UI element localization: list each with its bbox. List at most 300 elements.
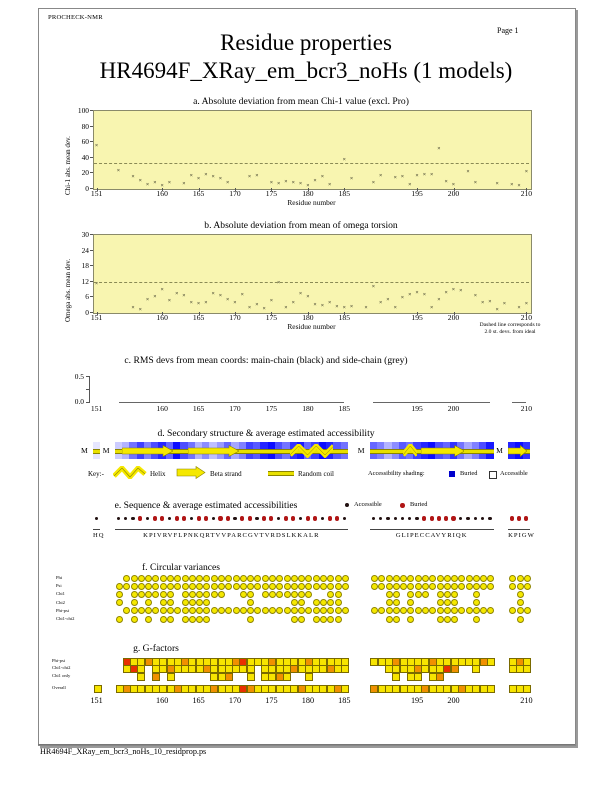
- circular-variance-marker: [123, 583, 130, 590]
- circular-variance-marker: [415, 583, 422, 590]
- g-factor-marker: [487, 685, 495, 693]
- data-point: ×: [160, 287, 164, 294]
- circular-variance-marker: [240, 591, 247, 598]
- g-factor-marker: [341, 665, 349, 673]
- circular-variance-marker: [444, 583, 451, 590]
- x-tick-mark: [199, 188, 200, 191]
- data-point: ×: [510, 181, 514, 188]
- y-tick-label: 0: [85, 184, 89, 193]
- data-point: ×: [517, 304, 521, 311]
- data-point: ×: [269, 179, 273, 186]
- circular-variance-marker: [458, 575, 465, 582]
- x-tick-label: 185: [338, 189, 350, 198]
- circular-variance-marker: [386, 583, 393, 590]
- circular-variance-marker: [524, 575, 531, 582]
- data-point: ×: [335, 304, 339, 311]
- x-tick-label: 160: [156, 313, 168, 322]
- accessible-residue-dot: [386, 517, 389, 520]
- helix-glyph: [290, 444, 334, 458]
- beta-strand-glyph: [421, 445, 465, 457]
- data-point: ×: [371, 180, 375, 187]
- panel-b-xlabel: Residue number: [287, 322, 336, 331]
- data-point: ×: [328, 299, 332, 306]
- x-tick-label: 195: [411, 404, 423, 413]
- data-point: ×: [116, 167, 121, 174]
- sequence-rule: [115, 529, 348, 530]
- g-factor-marker: [152, 673, 160, 681]
- buried-residue-dot: [328, 516, 332, 520]
- circular-variance-marker: [371, 575, 378, 582]
- y-tick-mark: [90, 110, 93, 111]
- buried-residue-dot: [306, 516, 310, 520]
- circular-variance-marker: [400, 575, 407, 582]
- circular-variance-marker: [458, 583, 465, 590]
- data-point: ×: [138, 178, 142, 184]
- program-name: PROCHECK-NMR: [48, 14, 103, 21]
- circular-variance-marker: [335, 607, 342, 614]
- circular-variance-marker: [473, 599, 480, 606]
- data-point: ×: [437, 296, 441, 303]
- circular-variance-marker: [145, 591, 152, 598]
- data-point: ×: [349, 176, 354, 183]
- chain-start-marker-1: M: [102, 446, 110, 455]
- data-point: ×: [451, 181, 456, 188]
- data-point: ×: [306, 182, 310, 189]
- circular-variance-marker: [393, 599, 400, 606]
- circular-variance-marker: [378, 575, 385, 582]
- x-tick-mark: [417, 188, 418, 191]
- data-point: ×: [313, 178, 317, 184]
- circular-variance-marker: [298, 583, 305, 590]
- y-tick-label: 18: [81, 261, 89, 271]
- circular-variance-marker: [407, 583, 414, 590]
- x-tick-label: 210: [520, 696, 533, 705]
- x-tick-label: 185: [338, 313, 350, 322]
- x-tick-label: 195: [410, 696, 424, 705]
- circular-variance-marker: [189, 599, 196, 606]
- x-tick-mark: [97, 312, 98, 315]
- data-point: ×: [298, 181, 303, 188]
- data-point: ×: [284, 305, 288, 312]
- footer-filename: HR4694F_XRay_em_bcr3_noHs_10_residprop.ps: [40, 747, 207, 756]
- data-point: ×: [291, 179, 295, 186]
- circular-variance-marker: [247, 616, 254, 623]
- circular-variance-marker: [429, 583, 436, 590]
- rms-trace-main-chain: [512, 402, 527, 403]
- x-tick-label: 195: [411, 189, 423, 198]
- x-tick-mark: [417, 312, 418, 315]
- data-point: ×: [386, 297, 390, 304]
- x-tick-label: 185: [338, 404, 350, 413]
- circular-variance-marker: [160, 591, 167, 598]
- data-point: ×: [371, 283, 375, 290]
- ss-segment: [93, 442, 100, 459]
- circular-variance-marker: [116, 591, 123, 598]
- data-point: ×: [306, 293, 310, 300]
- buried-residue-dot: [517, 516, 521, 520]
- data-point: ×: [138, 306, 142, 313]
- sequence-block-0: HQ: [93, 532, 105, 539]
- panel-e-legend-buried: Buried: [410, 501, 428, 508]
- circular-variance-marker: [233, 575, 240, 582]
- buried-residue-dot: [444, 516, 448, 520]
- circular-variance-marker: [196, 575, 203, 582]
- circular-variance-marker: [444, 591, 451, 598]
- circular-variance-marker: [517, 583, 524, 590]
- sequence-block-2: GLIPECCAVYRIQK: [395, 532, 468, 539]
- circular-variance-marker: [305, 575, 312, 582]
- panel-g-row-label-0: Phi-psi: [52, 658, 66, 663]
- circular-variance-marker: [298, 575, 305, 582]
- circular-variance-marker: [466, 583, 473, 590]
- circular-variance-marker: [386, 607, 393, 614]
- circular-variance-marker: [393, 583, 400, 590]
- circular-variance-marker: [437, 591, 444, 598]
- circular-variance-marker: [138, 575, 145, 582]
- x-tick-label: 151: [90, 189, 103, 198]
- circular-variance-marker: [211, 575, 218, 582]
- data-point: ×: [488, 298, 492, 305]
- x-tick-label: 175: [265, 696, 278, 705]
- data-point: ×: [240, 292, 244, 299]
- circular-variance-marker: [422, 575, 429, 582]
- circular-variance-marker: [335, 575, 342, 582]
- threshold-dashed-line: [94, 163, 529, 164]
- circular-variance-marker: [480, 575, 487, 582]
- data-point: ×: [167, 179, 172, 186]
- x-tick-mark: [199, 312, 200, 315]
- circular-variance-marker: [131, 591, 138, 598]
- y-tick-label: 24: [81, 245, 89, 255]
- circular-variance-marker: [247, 591, 254, 598]
- buried-residue-dot: [313, 516, 317, 520]
- accessible-residue-dot: [131, 517, 134, 520]
- x-tick-label: 170: [229, 313, 241, 322]
- data-point: ×: [284, 178, 288, 185]
- helix-glyph: [403, 444, 418, 458]
- g-factor-marker: [472, 665, 480, 673]
- data-point: ×: [459, 288, 463, 295]
- circular-variance-marker: [335, 599, 342, 606]
- panel-e-legend-accessible: Accessible: [354, 501, 382, 508]
- data-point: ×: [196, 175, 201, 182]
- x-tick-label: 200: [447, 313, 460, 322]
- buried-residue-dot: [138, 516, 142, 520]
- data-point: ×: [94, 280, 99, 287]
- data-point: ×: [167, 298, 172, 305]
- x-tick-label: 165: [192, 313, 205, 322]
- buried-residue-dot: [430, 516, 434, 520]
- circular-variance-marker: [444, 575, 451, 582]
- random-coil-segment: [93, 449, 100, 454]
- beta-strand-glyph: [122, 445, 173, 457]
- circular-variance-marker: [415, 575, 422, 582]
- circular-variance-marker: [437, 616, 444, 623]
- circular-variance-marker: [160, 575, 167, 582]
- buried-dot-icon: [400, 503, 405, 508]
- data-point: ×: [145, 181, 150, 188]
- circular-variance-marker: [131, 607, 138, 614]
- data-point: ×: [379, 300, 383, 307]
- circular-variance-marker: [335, 616, 342, 623]
- g-factor-marker: [523, 665, 531, 673]
- circular-variance-marker: [313, 575, 320, 582]
- y-tick-mark: [90, 265, 93, 266]
- g-factor-marker: [341, 685, 349, 693]
- page-subtitle: HR4694F_XRay_em_bcr3_noHs (1 models): [99, 58, 513, 83]
- x-tick-label: 160: [156, 189, 168, 198]
- x-tick-label: 175: [265, 189, 278, 198]
- circular-variance-marker: [138, 591, 145, 598]
- circular-variance-marker: [444, 616, 451, 623]
- data-point: ×: [451, 287, 456, 294]
- panel-f-title: f. Circular variances: [141, 562, 221, 573]
- y-tick-label: 60: [81, 137, 89, 147]
- x-tick-mark: [308, 188, 309, 191]
- x-tick-label: 180: [302, 313, 314, 322]
- x-tick-mark: [454, 312, 455, 315]
- sequence-rule: [93, 529, 100, 530]
- buried-residue-dot: [335, 516, 339, 520]
- x-tick-label: 170: [229, 189, 241, 198]
- circular-variance-marker: [437, 575, 444, 582]
- data-point: ×: [160, 182, 164, 189]
- x-tick-label: 210: [520, 313, 533, 322]
- panel-b-ylabel: Omega abs. mean dev.: [64, 258, 72, 322]
- data-point: ×: [430, 171, 434, 178]
- panel-c-ytick-top: 0.5: [74, 372, 84, 381]
- data-point: ×: [313, 301, 317, 308]
- panel-d-key-buried: Buried: [460, 470, 478, 477]
- helix-icon: [113, 466, 147, 479]
- chain-start-marker-3: M: [496, 446, 503, 455]
- data-point: ×: [247, 305, 252, 312]
- data-point: ×: [145, 296, 150, 303]
- circular-variance-marker: [386, 575, 393, 582]
- circular-variance-marker: [203, 575, 210, 582]
- circular-variance-marker: [167, 616, 174, 623]
- circular-variance-marker: [378, 583, 385, 590]
- circular-variance-marker: [174, 575, 181, 582]
- panel-f-row-label-2: Chi1: [56, 591, 65, 597]
- circular-variance-marker: [269, 575, 276, 582]
- circular-variance-marker: [225, 575, 232, 582]
- circular-variance-marker: [327, 583, 334, 590]
- circular-variance-marker: [509, 583, 516, 590]
- data-point: ×: [233, 300, 237, 307]
- data-point: ×: [218, 175, 223, 182]
- panel-c-ytickmark-mid: [86, 389, 89, 390]
- data-point: ×: [328, 181, 332, 188]
- data-point: ×: [473, 292, 477, 299]
- circular-variance-marker: [269, 583, 276, 590]
- x-tick-label: 160: [156, 696, 169, 705]
- circular-variance-marker: [167, 591, 174, 598]
- circular-variance-marker: [182, 607, 189, 614]
- y-tick-label: 40: [81, 152, 89, 162]
- circular-variance-marker: [509, 575, 516, 582]
- circular-variance-marker: [131, 575, 138, 582]
- buried-residue-dot: [197, 516, 201, 520]
- x-tick-mark: [162, 188, 163, 191]
- buried-residue-dot: [204, 516, 208, 520]
- circular-variance-marker: [517, 575, 524, 582]
- circular-variance-marker: [145, 583, 152, 590]
- data-point: ×: [291, 299, 295, 306]
- circular-variance-marker: [160, 583, 167, 590]
- circular-variance-marker: [196, 616, 203, 623]
- g-factor-marker: [305, 673, 313, 681]
- panel-c-ytickmark-bottom: [86, 402, 89, 403]
- x-tick-label: 175: [265, 404, 278, 413]
- circular-variance-marker: [262, 583, 269, 590]
- circular-variance-marker: [225, 583, 232, 590]
- chain-start-marker-0: M: [81, 446, 88, 455]
- buried-residue-dot: [160, 516, 164, 520]
- circular-variance-marker: [131, 599, 138, 606]
- circular-variance-marker: [313, 599, 320, 606]
- data-point: ×: [131, 174, 135, 181]
- circular-variance-marker: [400, 583, 407, 590]
- data-point: ×: [211, 290, 215, 297]
- x-tick-label: 170: [228, 696, 242, 705]
- page-title: Residue properties: [220, 30, 392, 55]
- circular-variance-marker: [415, 591, 422, 598]
- circular-variance-marker: [247, 575, 254, 582]
- g-factor-marker: [283, 673, 291, 681]
- data-point: ×: [153, 180, 157, 187]
- data-point: ×: [342, 156, 346, 163]
- data-point: ×: [466, 169, 470, 176]
- x-tick-label: 170: [229, 404, 241, 413]
- data-point: ×: [204, 171, 208, 178]
- x-tick-label: 165: [192, 404, 205, 413]
- buried-residue-dot: [218, 516, 222, 520]
- circular-variance-marker: [422, 583, 429, 590]
- y-tick-mark: [90, 296, 93, 297]
- circular-variance-marker: [189, 616, 196, 623]
- data-point: ×: [422, 171, 426, 178]
- panel-c-ytickmark-top: [86, 376, 89, 377]
- panel-d-key-shading: Accessibility shading:: [368, 470, 425, 477]
- circular-variance-marker: [437, 607, 444, 614]
- circular-variance-marker: [262, 607, 269, 614]
- y-tick-label: 6: [85, 292, 89, 302]
- buried-residue-dot: [291, 516, 295, 520]
- data-point: ×: [495, 307, 499, 314]
- circular-variance-marker: [284, 591, 291, 598]
- circular-variance-marker: [138, 583, 145, 590]
- buried-residue-dot: [262, 516, 266, 520]
- panel-f-row-label-5: Chi1-chi2: [56, 616, 75, 621]
- circular-variance-marker: [517, 616, 524, 623]
- x-tick-label: 210: [520, 404, 533, 413]
- circular-variance-marker: [182, 575, 189, 582]
- circular-variance-marker: [473, 591, 480, 598]
- accessible-residue-dot: [488, 517, 491, 520]
- chain-start-marker-2: M: [357, 446, 365, 455]
- circular-variance-marker: [233, 607, 240, 614]
- data-point: ×: [320, 303, 324, 309]
- panel-c-yaxis: [89, 376, 90, 403]
- data-point: ×: [218, 292, 223, 299]
- circular-variance-marker: [342, 583, 349, 590]
- data-point: ×: [400, 294, 405, 301]
- x-tick-label: 195: [411, 313, 423, 322]
- circular-variance-marker: [335, 591, 342, 598]
- circular-variance-marker: [422, 591, 429, 598]
- circular-variance-marker: [386, 616, 393, 623]
- x-tick-label: 151: [90, 404, 103, 413]
- sequence-rule: [370, 529, 494, 530]
- y-tick-mark: [90, 281, 93, 282]
- data-point: ×: [415, 290, 419, 296]
- data-point: ×: [189, 173, 193, 180]
- accessible-residue-dot: [255, 517, 258, 520]
- circular-variance-marker: [451, 575, 458, 582]
- x-tick-label: 180: [302, 189, 314, 198]
- panel-d-key-helix: Helix: [150, 470, 166, 478]
- circular-variance-marker: [386, 591, 393, 598]
- circular-variance-marker: [298, 616, 305, 623]
- data-point: ×: [444, 290, 448, 296]
- data-point: ×: [182, 292, 186, 299]
- circular-variance-marker: [480, 583, 487, 590]
- accessible-residue-dot: [466, 517, 469, 520]
- data-point: ×: [379, 172, 383, 179]
- circular-variance-marker: [182, 591, 189, 598]
- accessible-residue-dot: [233, 517, 236, 520]
- threshold-dashed-line: [94, 282, 529, 283]
- circular-variance-marker: [313, 616, 320, 623]
- data-point: ×: [430, 305, 434, 312]
- circular-variance-marker: [466, 575, 473, 582]
- circular-variance-marker: [131, 583, 138, 590]
- beta-strand-glyph: [508, 445, 527, 457]
- panel-g-row-label-3: Overall: [52, 685, 66, 691]
- circular-variance-marker: [262, 575, 269, 582]
- circular-variance-marker: [415, 607, 422, 614]
- g-factor-marker: [451, 665, 459, 673]
- panel-b-note-line2: 2.0 st. devs. from ideal: [484, 329, 536, 335]
- circular-variance-marker: [160, 599, 167, 606]
- buried-residue-dot: [153, 516, 157, 520]
- g-factor-marker: [247, 673, 255, 681]
- x-tick-label: 180: [302, 404, 314, 413]
- x-tick-mark: [344, 312, 345, 315]
- g-factor-marker: [523, 685, 531, 693]
- data-point: ×: [342, 304, 346, 311]
- circular-variance-marker: [116, 616, 123, 623]
- panel-a-xlabel: Residue number: [287, 198, 336, 207]
- x-tick-label: 210: [520, 189, 533, 198]
- data-point: ×: [495, 181, 499, 188]
- x-tick-label: 165: [192, 189, 205, 198]
- data-point: ×: [196, 300, 201, 307]
- circular-variance-marker: [189, 575, 196, 582]
- circular-variance-marker: [174, 583, 181, 590]
- data-point: ×: [204, 299, 208, 306]
- circular-variance-marker: [284, 575, 291, 582]
- y-tick-label: 30: [81, 230, 89, 239]
- panel-f-row-label-0: Phi: [56, 575, 63, 580]
- circular-variance-marker: [211, 591, 218, 598]
- circular-variance-marker: [276, 575, 283, 582]
- circular-variance-marker: [517, 599, 524, 606]
- x-tick-label: 165: [192, 696, 205, 705]
- panel-g-row-label-1: Chi1-chi2: [52, 665, 71, 671]
- data-point: ×: [502, 300, 507, 307]
